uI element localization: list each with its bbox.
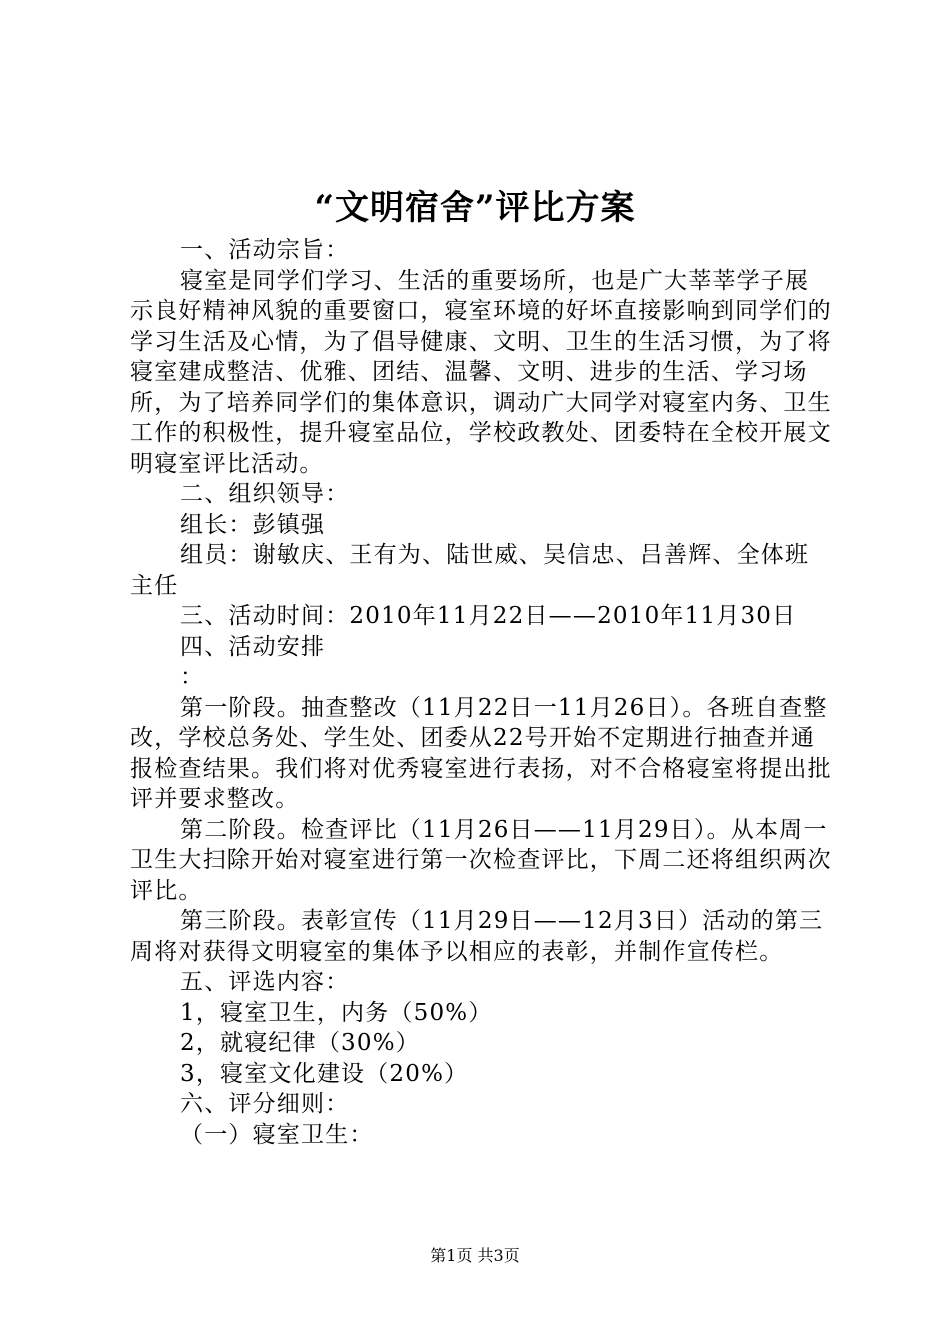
section-heading-purpose: 一、活动宗旨： [180, 237, 350, 263]
paragraph-phase-one: 第一阶段。抽查整改（11月22日一11月26日）。各班自查整改，学校总务处、学生处、团委从22号开始不定期进行抽查并通报检查结果。我们将对优秀寝室进行表扬，对不合格寝室将提出批评并要求整改。 [130, 694, 832, 812]
paragraph-phase-three: 第三阶段。表彰宣传（11月29日——12月3日）活动的第三周将对获得文明寝室的集体予以相应的表彰，并制作宣传栏。 [130, 908, 824, 965]
section-heading-organization: 二、组织领导： [180, 481, 350, 507]
section-heading-scoring: 六、评分细则： [180, 1091, 350, 1117]
paragraph-phase-two: 第二阶段。检查评比（11月26日——11月29日）。从本周一卫生大扫除开始对寝室进行第一次检查评比，下周二还将组织两次评比。 [130, 816, 832, 904]
subsection-heading-hygiene: （一）寝室卫生： [180, 1121, 374, 1148]
paragraph-colon: ： [180, 664, 205, 690]
list-item-criteria-2: 2，就寝纪律（30%） [180, 1030, 420, 1056]
paragraph-team-members: 组员：谢敏庆、王有为、陆世威、吴信忠、吕善辉、全体班主任 [130, 542, 810, 599]
paragraph-team-leader: 组长：彭镇强 [180, 511, 326, 538]
list-item-criteria-1: 1，寝室卫生，内务（50%） [180, 999, 493, 1026]
paragraph-purpose: 寝室是同学们学习、生活的重要场所，也是广大莘莘学子展示良好精神风貌的重要窗口，寝室环境的好坏直接影响到同学们的学习生活及心情，为了倡导健康、文明、卫生的生活习惯，为了将寝室建成整洁、优雅、团结、温馨、文明、进步的生活、学习场所，为了培养同学们的集体意识，调动广大同学对寝室内务、卫生工作的积极性，提升寝室品位，学校政教处、团委特在全校开展文明寝室评比活动。 [130, 267, 832, 477]
page-footer: 第1页 共3页 [430, 1246, 520, 1265]
list-item-criteria-3: 3，寝室文化建设（20%） [180, 1060, 469, 1087]
page-title: “文明宿舍”评比方案 [314, 188, 636, 228]
document-body [130, 235, 832, 1150]
section-heading-time: 三、活动时间：2010年11月22日——2010年11月30日 [180, 603, 797, 629]
section-heading-arrangement: 四、活动安排 [180, 633, 326, 660]
section-heading-criteria: 五、评选内容： [180, 969, 350, 995]
